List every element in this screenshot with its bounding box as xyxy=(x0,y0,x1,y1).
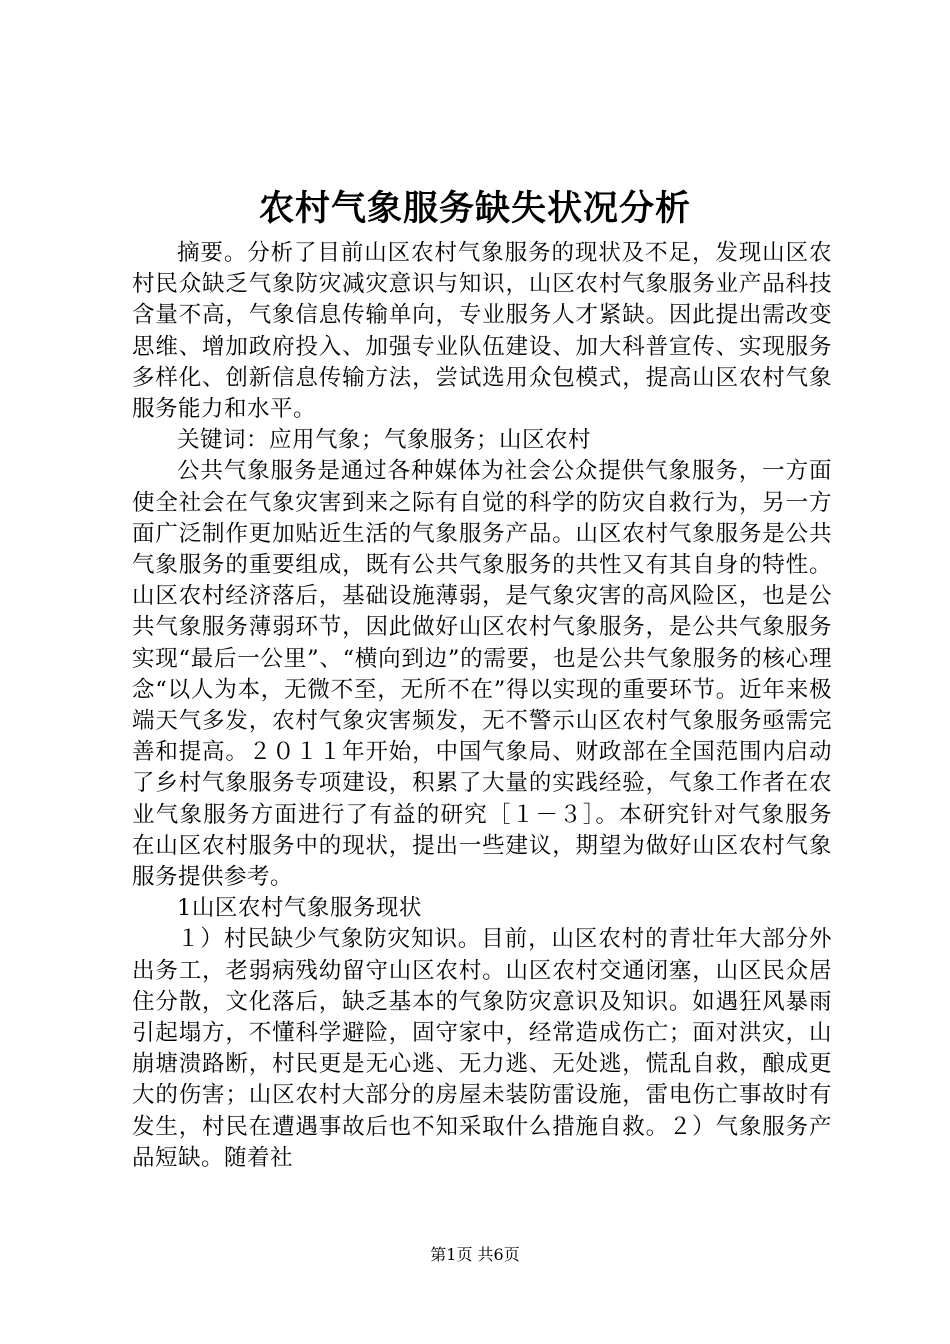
section-heading: 1山区农村气象服务现状 xyxy=(177,895,422,922)
document-title: 农村气象服务缺失状况分析 xyxy=(258,188,691,229)
section-paragraph: １）村民缺少气象防灾知识。目前，山区农村的青壮年大部分外出务工，老弱病残幼留守山区农村。山区农村交通闭塞，山区民众居住分散，文化落后，缺乏基本的气象防灾意识及知识。如遇狂风暴雨引起塌方，不懂科学避险，固守家中，经常造成伤亡；面对洪灾，山崩塘溃路断，村民更是无心逃、无力逃、无处逃，慌乱自救，酿成更大的伤害；山区农村大部分的房屋未装防雷设施，雷电伤亡事故时有发生，村民在遭遇事故后也不知采取什么措施自救。２）气象服务产品短缺。随着社 xyxy=(132,926,832,1171)
keywords-paragraph: 关键词：应用气象；气象服务；山区农村 xyxy=(177,427,592,454)
page-footer: 第1页 共6页 xyxy=(430,1245,520,1264)
intro-paragraph: 公共气象服务是通过各种媒体为社会公众提供气象服务，一方面使全社会在气象灾害到来之际有自觉的科学的防灾自救行为，另一方面广泛制作更加贴近生活的气象服务产品。山区农村气象服务是公共气象服务的重要组成，既有公共气象服务的共性又有其自身的特性。山区农村经济落后，基础设施薄弱，是气象灾害的高风险区，也是公共气象服务薄弱环节，因此做好山区农村气象服务，是公共气象服务实现“最后一公里”、“横向到边”的需要，也是公共气象服务的核心理念“以人为本，无微不至，无所不在”得以实现的重要环节。近年来极端天气多发，农村气象灾害频发，无不警示山区农村气象服务亟需完善和提高。２０１１年开始，中国气象局、财政部在全国范围内启动了乡村气象服务专项建设，积累了大量的实践经验，气象工作者在农业气象服务方面进行了有益的研究［１－３］。本研究针对气象服务在山区农村服务中的现状，提出一些建议，期望为做好山区农村气象服务提供参考。 xyxy=(132,458,832,891)
document-body xyxy=(132,238,832,1174)
abstract-paragraph: 摘要。分析了目前山区农村气象服务的现状及不足，发现山区农村民众缺乏气象防灾减灾意识与知识，山区农村气象服务业产品科技含量不高，气象信息传输单向，专业服务人才紧缺。因此提出需改变思维、增加政府投入、加强专业队伍建设、加大科普宣传、实现服务多样化、创新信息传输方法，尝试选用众包模式，提高山区农村气象服务能力和水平。 xyxy=(132,240,832,423)
